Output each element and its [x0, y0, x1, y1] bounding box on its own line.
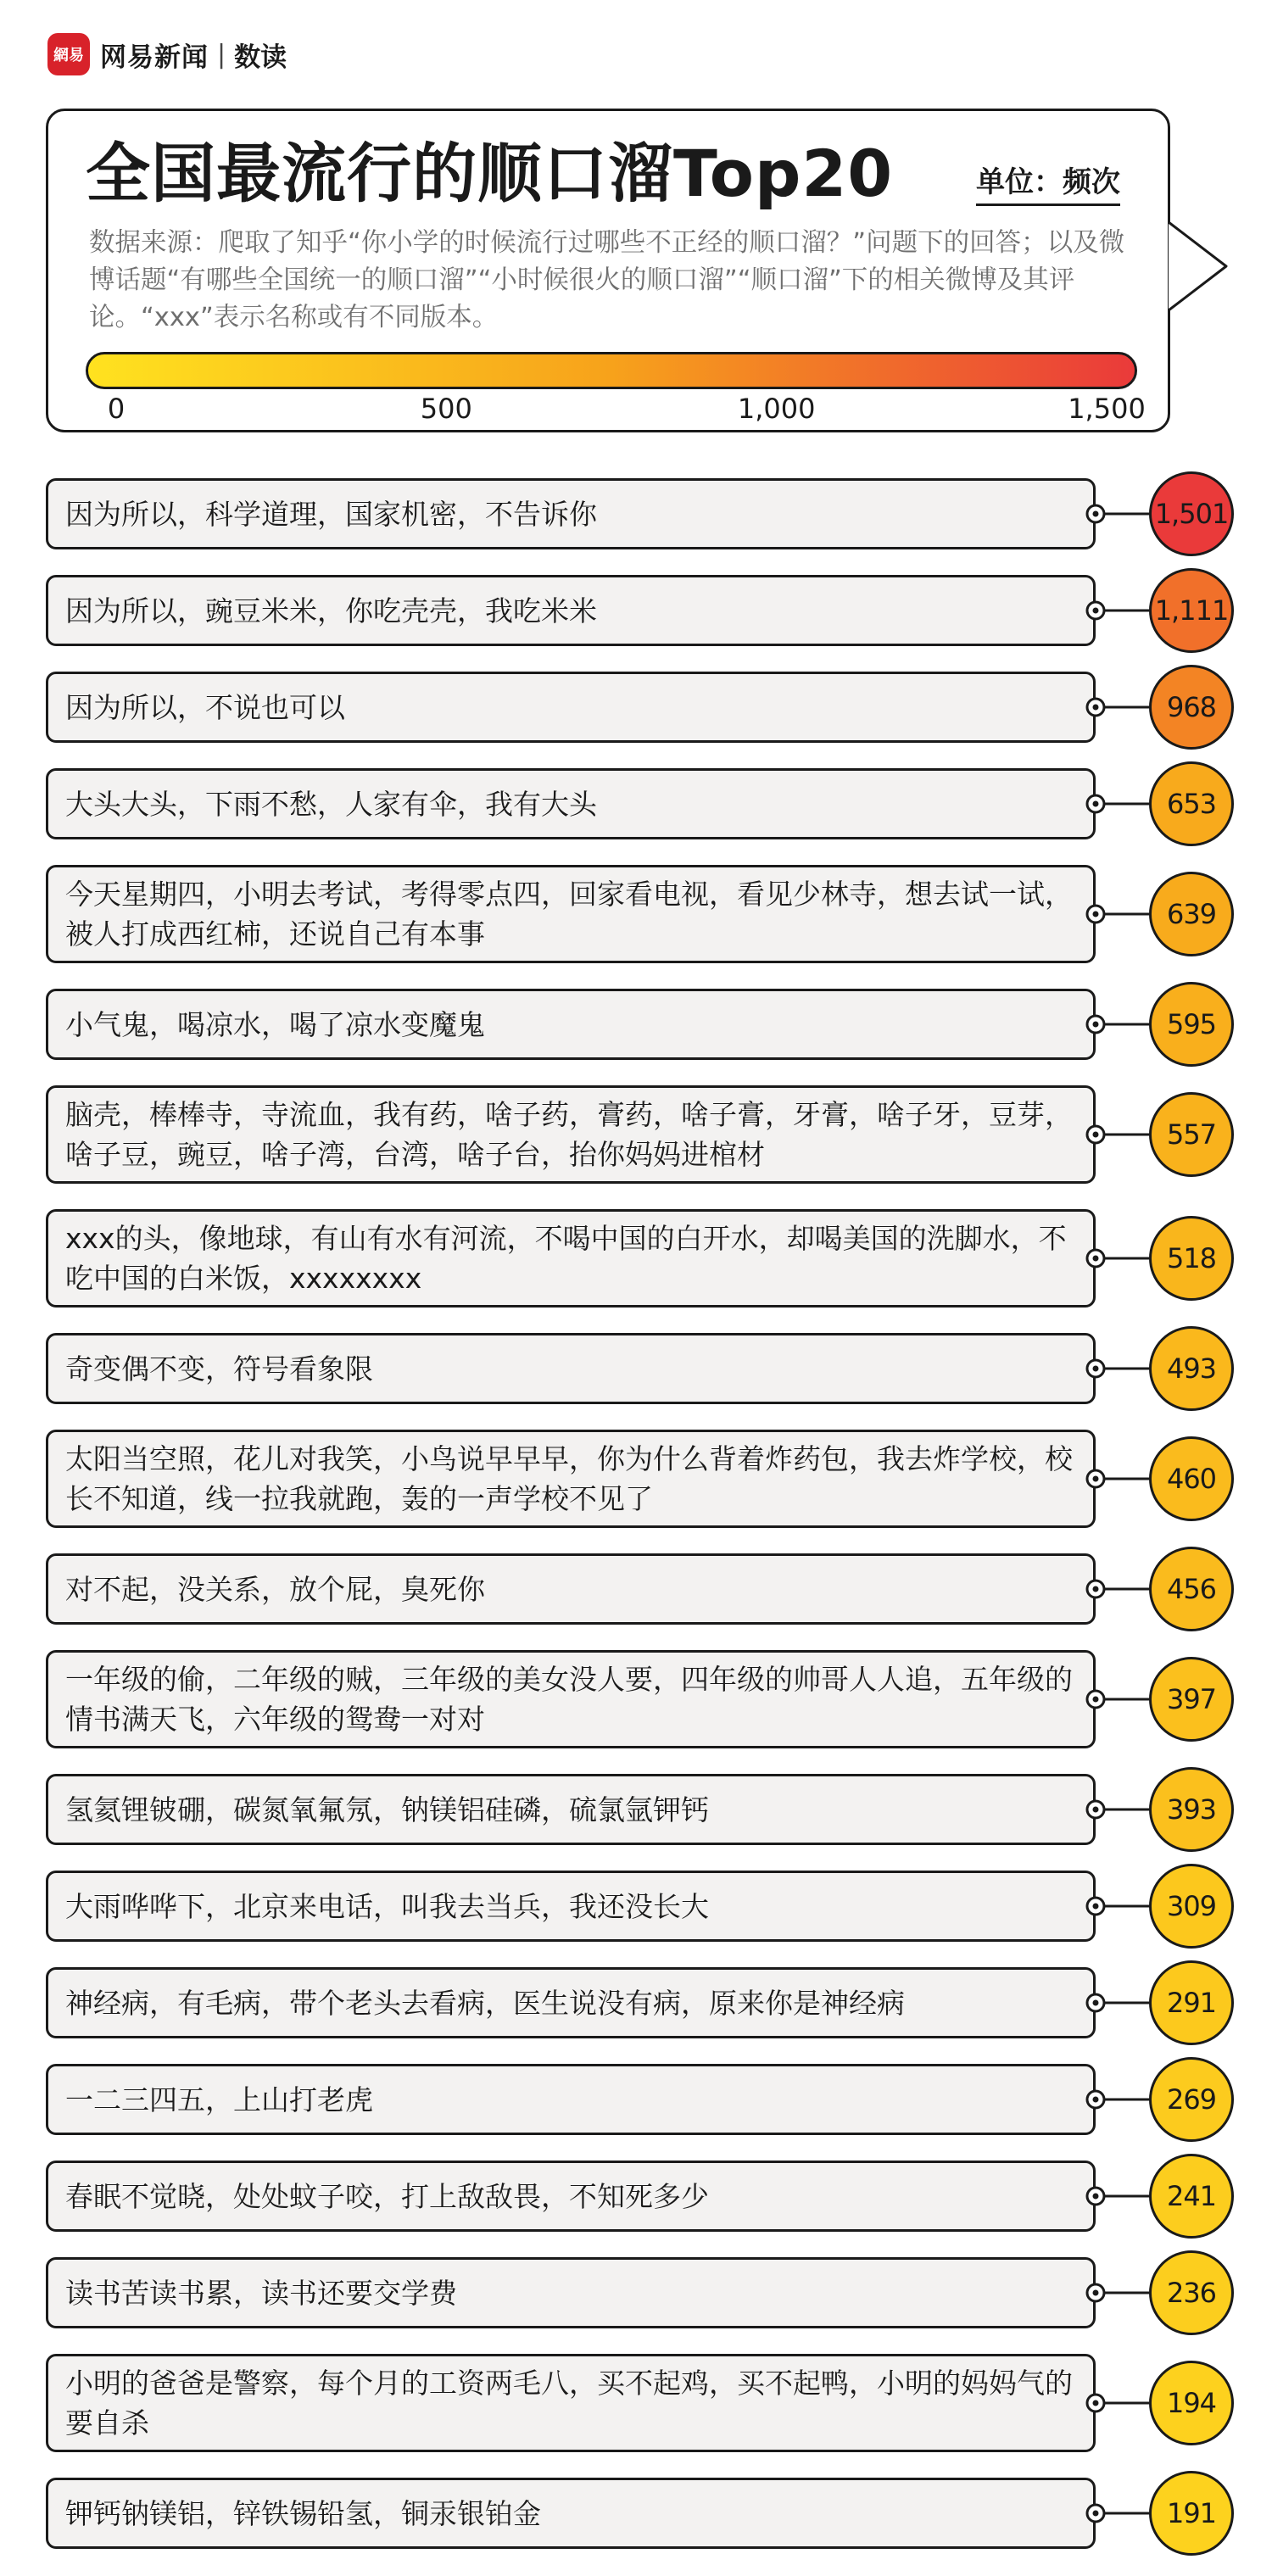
rhyme-label: 大头大头，下雨不愁，人家有伞，我有大头 — [46, 768, 1096, 839]
rhyme-label: 奇变偶不变，符号看象限 — [46, 1333, 1096, 1404]
value-bubble: 269 — [1149, 2057, 1234, 2142]
unit-label: 单位：频次 — [976, 159, 1120, 206]
value-bubble: 393 — [1149, 1767, 1234, 1852]
rhyme-label: 读书苦读书累，读书还要交学费 — [46, 2257, 1096, 2328]
value-bubble: 291 — [1149, 1960, 1234, 2045]
rhyme-label: 对不起，没关系，放个屁，臭死你 — [46, 1553, 1096, 1625]
value-bubble: 397 — [1149, 1657, 1234, 1742]
value-bubble: 493 — [1149, 1326, 1234, 1411]
rhyme-label: 脑壳，棒棒寺，寺流血，我有药，啥子药，膏药，啥子膏，牙膏，啥子牙，豆芽，啥子豆，豌豆，啥子湾，台湾，啥子台，抬你妈妈进棺材 — [46, 1085, 1096, 1184]
value-bubble: 194 — [1149, 2361, 1234, 2445]
rhyme-label: 因为所以，科学道理，国家机密，不告诉你 — [46, 478, 1096, 549]
value-bubble: 309 — [1149, 1864, 1234, 1949]
rhyme-label: 太阳当空照，花儿对我笑，小鸟说早早早，你为什么背着炸药包，我去炸学校，校长不知道，线一拉我就跑，轰的一声学校不见了 — [46, 1430, 1096, 1528]
value-bubble: 460 — [1149, 1436, 1234, 1521]
rhyme-label: 小明的爸爸是警察，每个月的工资两毛八，买不起鸡，买不起鸭，小明的妈妈气的要自杀 — [46, 2354, 1096, 2452]
chart-title: 全国最流行的顺口溜Top20 — [86, 136, 894, 211]
rhyme-label: 钾钙钠镁铝，锌铁锡铅氢，铜汞银铂金 — [46, 2478, 1096, 2549]
value-bubble: 1,501 — [1149, 471, 1234, 556]
rhyme-label: 因为所以，不说也可以 — [46, 672, 1096, 743]
scale-tick-label: 0 — [107, 393, 126, 425]
source-note: 数据来源：爬取了知乎“你小学的时候流行过哪些不正经的顺口溜？”问题下的回答；以及微博话题“有哪些全国统一的顺口溜”“小时候很火的顺口溜”“顺口溜”下的相关微博及其评论。“xxx”表示名称或有不同版本。 — [89, 228, 1125, 332]
rhyme-label: xxx的头，像地球，有山有水有河流，不喝中国的白开水，却喝美国的洗脚水，不吃中国的白米饭，xxxxxxxx — [46, 1209, 1096, 1308]
rhyme-label: 大雨哗哗下，北京来电话，叫我去当兵，我还没长大 — [46, 1871, 1096, 1942]
scale-tick-label: 1,000 — [737, 393, 816, 425]
scale-tick-label: 500 — [420, 393, 472, 425]
value-bubble: 557 — [1149, 1092, 1234, 1177]
value-bubble: 1,111 — [1149, 568, 1234, 653]
rhyme-label: 神经病，有毛病，带个老头去看病，医生说没有病，原来你是神经病 — [46, 1967, 1096, 2038]
netease-logo: 網易 — [47, 33, 90, 75]
value-bubble: 595 — [1149, 982, 1234, 1067]
value-bubble: 639 — [1149, 872, 1234, 956]
rhyme-label: 一二三四五，上山打老虎 — [46, 2064, 1096, 2135]
value-bubble: 241 — [1149, 2154, 1234, 2239]
rhyme-label: 氢氦锂铍硼，碳氮氧氟氖，钠镁铝硅磷，硫氯氩钾钙 — [46, 1774, 1096, 1845]
value-bubble: 191 — [1149, 2471, 1234, 2556]
rhyme-label: 一年级的偷，二年级的贼，三年级的美女没人要，四年级的帅哥人人追，五年级的情书满天飞，六年级的鸳鸯一对对 — [46, 1650, 1096, 1748]
speech-tail-icon — [1167, 219, 1230, 314]
brand-separator: | — [217, 39, 226, 70]
rhyme-label: 今天星期四，小明去考试，考得零点四，回家看电视，看见少林寺，想去试一试，被人打成西红柿，还说自己有本事 — [46, 865, 1096, 963]
value-bubble: 236 — [1149, 2250, 1234, 2335]
rhyme-label: 因为所以，豌豆米米，你吃壳壳，我吃米米 — [46, 575, 1096, 646]
color-scale-bar — [86, 352, 1137, 389]
value-bubble: 456 — [1149, 1547, 1234, 1631]
brand-column: 数读 — [234, 42, 287, 73]
brand-name: 网易新闻 — [100, 42, 209, 73]
rhyme-label: 小气鬼，喝凉水，喝了凉水变魔鬼 — [46, 989, 1096, 1060]
rhyme-label: 春眠不觉晓，处处蚊子咬，打上敌敌畏，不知死多少 — [46, 2161, 1096, 2232]
header-panel — [46, 109, 1170, 432]
brand — [47, 32, 287, 76]
value-bubble: 653 — [1149, 761, 1234, 846]
scale-tick-label: 1,500 — [1068, 393, 1146, 425]
value-bubble: 518 — [1149, 1216, 1234, 1301]
value-bubble: 968 — [1149, 665, 1234, 750]
